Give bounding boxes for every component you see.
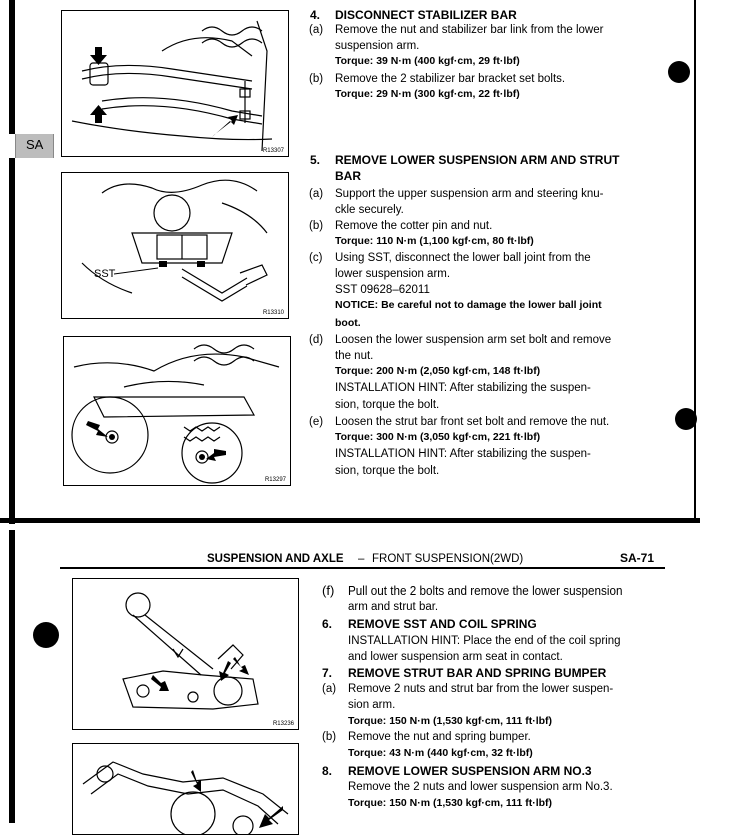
- step7b-line1: Remove the nut and spring bumper.: [348, 731, 531, 743]
- step7a-line2: sion arm.: [348, 699, 396, 711]
- step8-title: REMOVE LOWER SUSPENSION ARM NO.3: [348, 764, 592, 778]
- page-number: SA-71: [620, 551, 655, 565]
- step6-number: 6.: [322, 617, 333, 631]
- step4a-line2: suspension arm.: [335, 40, 420, 52]
- step5d-torque: Torque: 200 N·m (2,050 kgf·cm, 148 ft·lbf): [335, 365, 541, 377]
- step4a-torque: Torque: 39 N·m (400 kgf·cm, 29 ft·lbf): [335, 55, 520, 67]
- step6-hint-line1: INSTALLATION HINT: Place the end of the coil spring: [348, 635, 621, 647]
- step5a-line1: Support the upper suspension arm and steering knu-: [335, 188, 604, 200]
- step5d-line1: Loosen the lower suspension arm set bolt and remove: [335, 334, 612, 346]
- step5d-line2: the nut.: [335, 350, 374, 362]
- step4b-line1: Remove the 2 stabilizer bar bracket set bolts.: [335, 73, 566, 85]
- figure-ball-joint-sst: [61, 172, 289, 319]
- header-section: SUSPENSION AND AXLE: [207, 553, 344, 565]
- step5d-letter: (d): [309, 334, 324, 346]
- left-binding-bar: [9, 0, 15, 134]
- step4b-letter: (b): [309, 73, 324, 85]
- step5b-line1: Remove the cotter pin and nut.: [335, 220, 493, 232]
- arm-no3-illustration: [73, 744, 298, 834]
- left-binding-bar: [9, 530, 15, 823]
- step5b-letter: (b): [309, 220, 324, 232]
- step8-number: 8.: [322, 764, 333, 778]
- right-edge-line: [694, 0, 696, 520]
- left-binding-bar-lower: [9, 158, 15, 524]
- lower-arm-illustration: [64, 337, 290, 485]
- step5a-line2: ckle securely.: [335, 204, 404, 216]
- step7-number: 7.: [322, 666, 333, 680]
- step5e-hint-line1: INSTALLATION HINT: After stabilizing the suspen-: [335, 448, 591, 460]
- step5c-notice-line1: NOTICE: Be careful not to damage the lower ball joint: [335, 299, 602, 311]
- figure-stabilizer-bar: [61, 10, 289, 157]
- stepf-line2: arm and strut bar.: [348, 601, 439, 613]
- step5c-sst: SST 09628–62011: [335, 284, 430, 296]
- step5c-line2: lower suspension arm.: [335, 268, 451, 280]
- step6-title: REMOVE SST AND COIL SPRING: [348, 617, 537, 631]
- header-rule: [60, 567, 665, 569]
- step4a-letter: (a): [309, 24, 324, 36]
- stepf-letter: (f): [322, 583, 335, 598]
- step6-hint-line2: and lower suspension arm seat in contact.: [348, 651, 563, 663]
- figure-code: R13310: [262, 310, 284, 316]
- figure-code: R13297: [264, 477, 286, 483]
- figure-lower-arm-removed: [72, 578, 299, 730]
- step5c-letter: (c): [309, 252, 323, 264]
- punch-hole: [33, 622, 59, 648]
- page-bottom-edge: [0, 518, 700, 523]
- punch-hole: [668, 61, 690, 83]
- step7b-letter: (b): [322, 731, 337, 743]
- step5-title-line1: REMOVE LOWER SUSPENSION ARM AND STRUT: [335, 153, 620, 167]
- step5-number: 5.: [310, 153, 321, 167]
- step7a-letter: (a): [322, 683, 337, 695]
- header-dash: –: [358, 553, 365, 565]
- header-subsection: FRONT SUSPENSION(2WD): [372, 553, 524, 565]
- punch-hole: [675, 408, 697, 430]
- step5b-torque: Torque: 110 N·m (1,100 kgf·cm, 80 ft·lbf): [335, 235, 534, 247]
- step5e-hint-line2: sion, torque the bolt.: [335, 465, 440, 477]
- step5c-notice-line2: boot.: [335, 317, 361, 329]
- figure-code: R13236: [272, 721, 294, 727]
- step5e-letter: (e): [309, 416, 324, 428]
- step4-number: 4.: [310, 8, 321, 22]
- stabilizer-illustration: [62, 11, 288, 156]
- step7b-torque: Torque: 43 N·m (440 kgf·cm, 32 ft·lbf): [348, 747, 533, 759]
- step5a-letter: (a): [309, 188, 324, 200]
- step4-title: DISCONNECT STABILIZER BAR: [335, 8, 517, 22]
- figure-code: R13307: [262, 148, 284, 154]
- step7a-line1: Remove 2 nuts and strut bar from the lower suspen-: [348, 683, 614, 695]
- side-tab-label: SA: [26, 137, 44, 152]
- step7-title: REMOVE STRUT BAR AND SPRING BUMPER: [348, 666, 607, 680]
- step5-title-line2: BAR: [335, 169, 361, 183]
- sst-label: SST: [94, 268, 116, 280]
- step5e-line1: Loosen the strut bar front set bolt and remove the nut.: [335, 416, 610, 428]
- step5e-torque: Torque: 300 N·m (3,050 kgf·cm, 221 ft·lbf): [335, 431, 541, 443]
- step5d-hint-line1: INSTALLATION HINT: After stabilizing the suspen-: [335, 382, 591, 394]
- step4a-line1: Remove the nut and stabilizer bar link from the lower: [335, 24, 604, 36]
- arm-strut-illustration: [73, 579, 298, 729]
- figure-lower-arm-strut: [63, 336, 291, 486]
- step5d-hint-line2: sion, torque the bolt.: [335, 399, 440, 411]
- ball-joint-illustration: [62, 173, 288, 318]
- figure-lower-arm-no3: [72, 743, 299, 835]
- step7a-torque: Torque: 150 N·m (1,530 kgf·cm, 111 ft·lbf): [348, 715, 553, 727]
- stepf-line1: Pull out the 2 bolts and remove the lower suspension: [348, 583, 623, 598]
- step8-torque: Torque: 150 N·m (1,530 kgf·cm, 111 ft·lbf): [348, 797, 553, 809]
- step5c-line1: Using SST, disconnect the lower ball joint from the: [335, 252, 591, 264]
- step8-line1: Remove the 2 nuts and lower suspension arm No.3.: [348, 781, 613, 793]
- step4b-torque: Torque: 29 N·m (300 kgf·cm, 22 ft·lbf): [335, 88, 520, 100]
